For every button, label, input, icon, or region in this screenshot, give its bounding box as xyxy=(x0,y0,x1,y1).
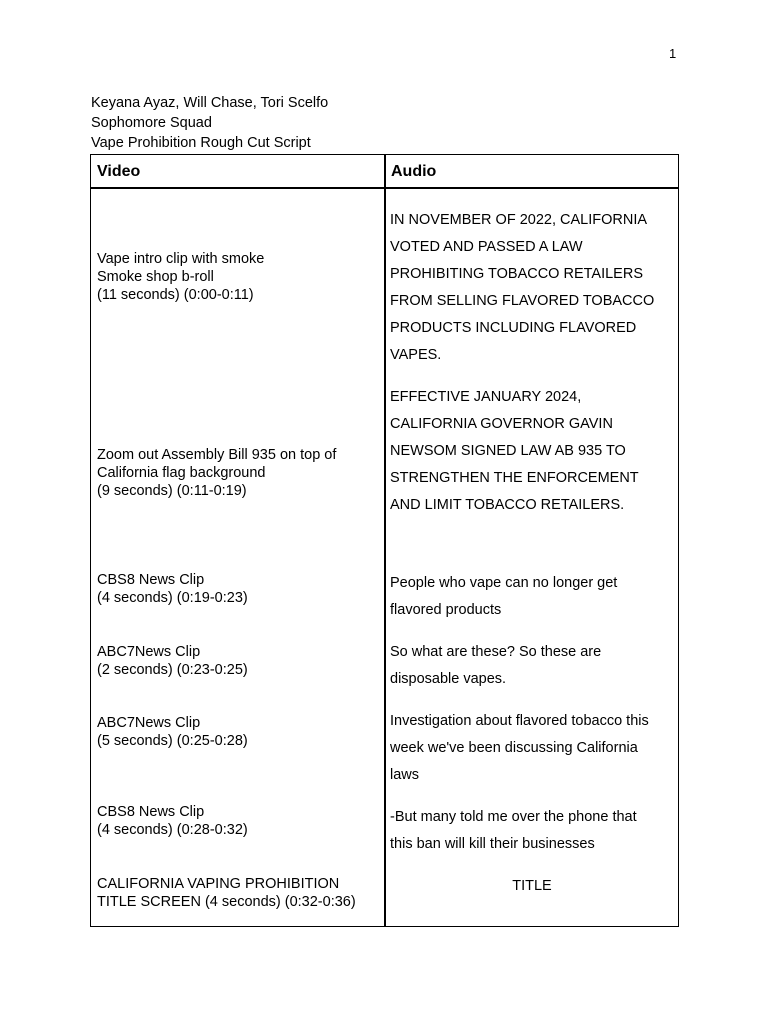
video-line: (4 seconds) (0:19-0:23) xyxy=(97,590,248,606)
audio-line: CALIFORNIA GOVERNOR GAVIN xyxy=(390,416,613,432)
audio-cell xyxy=(390,570,674,624)
video-line: TITLE SCREEN (4 seconds) (0:32-0:36) xyxy=(97,894,356,910)
video-line: Vape intro clip with smoke xyxy=(97,251,265,267)
video-column-header: Video xyxy=(97,163,141,180)
video-line: Smoke shop b-roll xyxy=(97,269,214,285)
audio-line: So what are these? So these are xyxy=(390,644,602,660)
audio-line: PROHIBITING TOBACCO RETAILERS xyxy=(390,266,643,282)
video-line: CALIFORNIA VAPING PROHIBITION xyxy=(97,876,340,892)
video-line: (5 seconds) (0:25-0:28) xyxy=(97,733,248,749)
video-line: California flag background xyxy=(97,465,266,481)
audio-line: FROM SELLING FLAVORED TOBACCO xyxy=(390,293,655,309)
audio-cell xyxy=(390,804,674,858)
audio-line: Investigation about flavored tobacco this xyxy=(390,713,649,729)
audio-line: PRODUCTS INCLUDING FLAVORED xyxy=(390,320,637,336)
video-cell xyxy=(97,875,379,911)
document-title: Vape Prohibition Rough Cut Script xyxy=(91,135,311,151)
video-line: (9 seconds) (0:11-0:19) xyxy=(97,483,247,499)
page-number: 1 xyxy=(669,46,677,61)
audio-line: IN NOVEMBER OF 2022, CALIFORNIA xyxy=(390,212,648,228)
document-header xyxy=(91,93,328,153)
audio-line: week we've been discussing California xyxy=(390,740,638,756)
column-divider xyxy=(384,155,386,926)
audio-line: -But many told me over the phone that xyxy=(390,809,637,825)
group-name: Sophomore Squad xyxy=(91,115,212,131)
video-line: (4 seconds) (0:28-0:32) xyxy=(97,822,248,838)
video-cell xyxy=(97,643,379,679)
video-cell xyxy=(97,446,379,500)
video-cell xyxy=(97,714,379,750)
audio-line: VOTED AND PASSED A LAW xyxy=(390,239,583,255)
video-line: CBS8 News Clip xyxy=(97,804,205,820)
video-line: (11 seconds) (0:00-0:11) xyxy=(97,287,254,303)
authors: Keyana Ayaz, Will Chase, Tori Scelfo xyxy=(91,95,329,111)
script-table xyxy=(90,154,679,927)
video-line: ABC7News Clip xyxy=(97,644,201,660)
audio-line: disposable vapes. xyxy=(390,671,507,687)
audio-line: STRENGTHEN THE ENFORCEMENT xyxy=(390,470,639,486)
audio-column-header: Audio xyxy=(391,163,437,180)
audio-line: this ban will kill their businesses xyxy=(390,836,595,852)
video-line: CBS8 News Clip xyxy=(97,572,205,588)
video-line: Zoom out Assembly Bill 935 on top of xyxy=(97,447,337,463)
video-cell xyxy=(97,250,379,304)
audio-cell xyxy=(390,708,674,789)
audio-line: TITLE xyxy=(512,878,552,894)
audio-line: laws xyxy=(390,767,420,783)
video-cell xyxy=(97,571,379,607)
video-line: (2 seconds) (0:23-0:25) xyxy=(97,662,248,678)
audio-line: VAPES. xyxy=(390,347,442,363)
audio-cell xyxy=(390,873,674,900)
video-cell xyxy=(97,803,379,839)
audio-cell xyxy=(390,207,674,369)
audio-line: EFFECTIVE JANUARY 2024, xyxy=(390,389,582,405)
audio-line: flavored products xyxy=(390,602,502,618)
audio-cell xyxy=(390,384,674,519)
audio-line: NEWSOM SIGNED LAW AB 935 TO xyxy=(390,443,626,459)
audio-line: AND LIMIT TOBACCO RETAILERS. xyxy=(390,497,625,513)
audio-line: People who vape can no longer get xyxy=(390,575,618,591)
video-line: ABC7News Clip xyxy=(97,715,201,731)
header-rule xyxy=(91,187,678,189)
audio-cell xyxy=(390,639,674,693)
